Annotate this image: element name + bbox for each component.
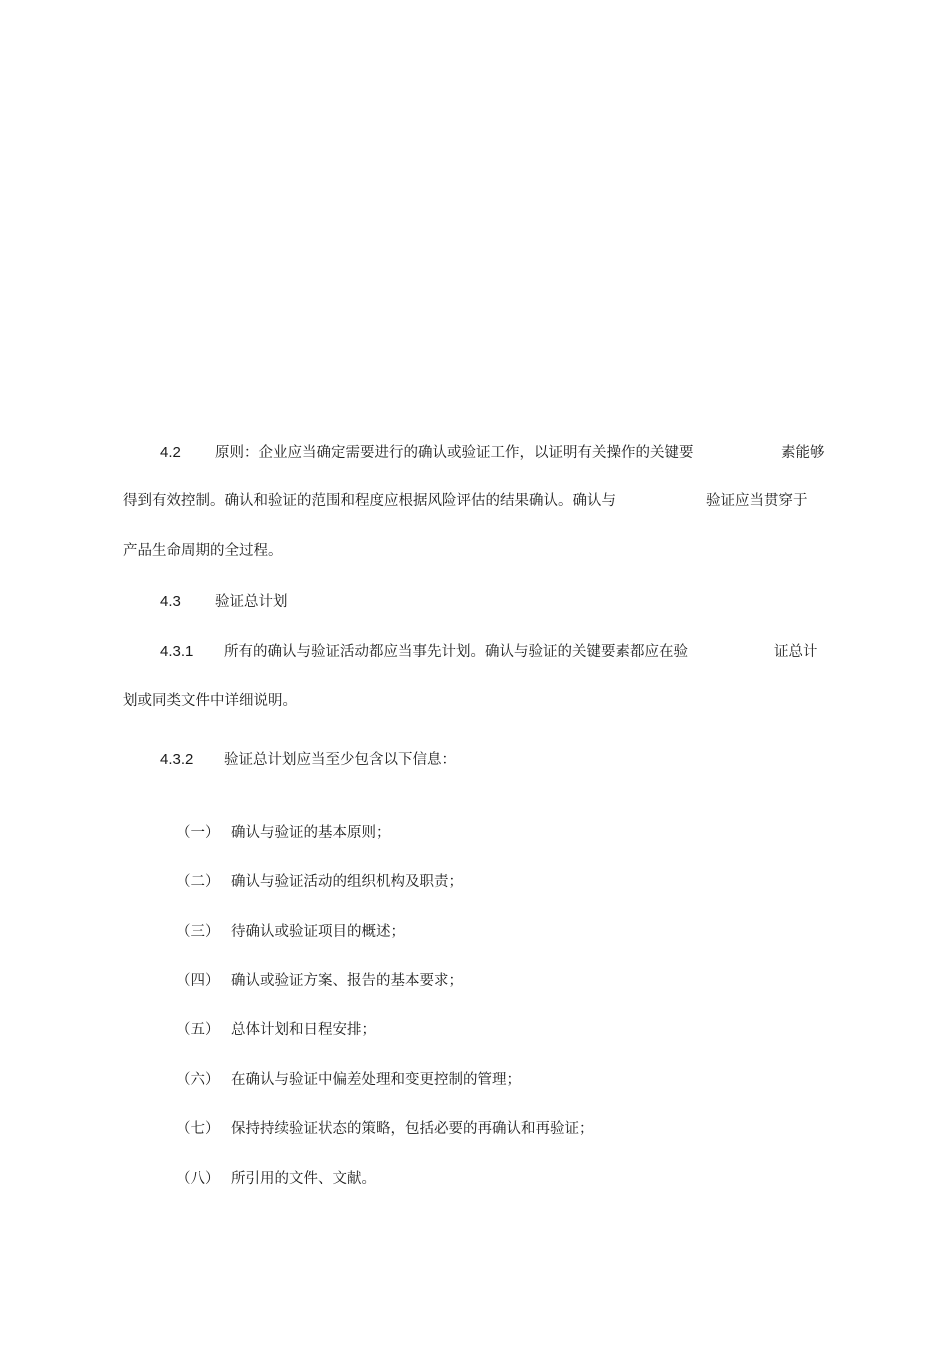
section-number-4-2: 4.2 (160, 444, 181, 461)
list-item-marker: （二） (176, 874, 220, 890)
list-item-text: 总体计划和日程安排； (231, 1022, 376, 1038)
section-4-2-line2-part2: 验证应当贯穿于 (706, 493, 808, 509)
list-item-marker: （一） (176, 825, 220, 841)
list-item-text: 确认与验证的基本原则； (231, 825, 391, 841)
section-4-2-line2-part1: 得到有效控制。确认和验证的范围和程度应根据风险评估的结果确认。确认与 (123, 493, 616, 509)
section-number-4-3-2: 4.3.2 (160, 751, 194, 768)
list-item-marker: （五） (176, 1022, 220, 1038)
list-item-text: 保持持续验证状态的策略，包括必要的再确认和再验证； (231, 1121, 594, 1137)
list-item-text: 确认或验证方案、报告的基本要求； (231, 973, 463, 989)
list-item-text: 所引用的文件、文献。 (231, 1171, 376, 1187)
list-item-marker: （八） (176, 1171, 220, 1187)
section-4-3-1-line2: 划或同类文件中详细说明。 (123, 693, 297, 709)
section-4-3-title: 验证总计划 (215, 594, 288, 610)
list-item-marker: （六） (176, 1072, 220, 1088)
list-item-text: 待确认或验证项目的概述； (231, 924, 405, 940)
section-4-2-line1-part2: 素能够 (781, 445, 825, 461)
list-item-marker: （四） (176, 973, 220, 989)
section-4-2-line3: 产品生命周期的全过程。 (123, 543, 283, 559)
list-item-marker: （七） (176, 1121, 220, 1137)
list-item-text: 在确认与验证中偏差处理和变更控制的管理； (231, 1072, 521, 1088)
section-4-3-2-text: 验证总计划应当至少包含以下信息： (224, 752, 456, 768)
list-item-text: 确认与验证活动的组织机构及职责； (231, 874, 463, 890)
list-item-marker: （三） (176, 924, 220, 940)
section-number-4-3: 4.3 (160, 593, 181, 610)
section-4-2-line1-part1: 原则：企业应当确定需要进行的确认或验证工作，以证明有关操作的关键要 (215, 445, 694, 461)
section-number-4-3-1: 4.3.1 (160, 643, 194, 660)
section-4-3-1-line1-part2: 证总计 (774, 644, 818, 660)
section-4-3-1-line1-part1: 所有的确认与验证活动都应当事先计划。确认与验证的关键要素都应在验 (224, 644, 688, 660)
